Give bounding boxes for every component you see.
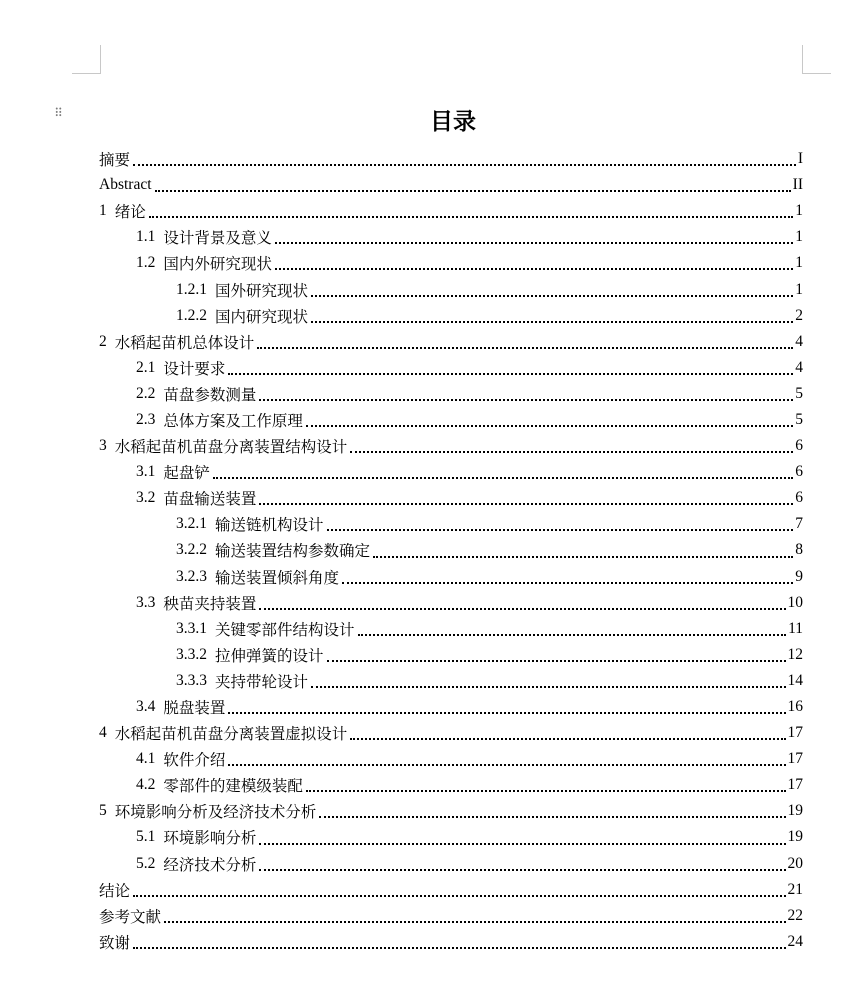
toc-entry[interactable] [99, 329, 803, 355]
toc-entry[interactable] [99, 642, 803, 668]
toc-entry-title: 苗盘参数测量 [163, 385, 257, 404]
toc-entry[interactable] [99, 798, 803, 824]
toc-entry-title: 环境影响分析 [163, 829, 257, 848]
toc-dot-leader [306, 425, 793, 427]
toc-entry-title: 摘要 [99, 151, 131, 170]
toc-dot-leader [275, 242, 793, 244]
toc-entry-number: 3.3 [136, 593, 156, 611]
toc-dot-leader [228, 712, 785, 714]
toc-entry-number: 3.3.2 [176, 645, 207, 663]
toc-dot-leader [350, 738, 785, 740]
toc-entry[interactable] [99, 772, 803, 798]
toc-entry-page: 17 [787, 724, 803, 742]
toc-dot-leader [342, 582, 793, 584]
toc-dot-leader [133, 895, 785, 897]
toc-dot-leader [327, 660, 786, 662]
toc-entry-title: 环境影响分析及经济技术分析 [114, 803, 317, 822]
toc-entry-page: 6 [795, 463, 803, 481]
toc-entry-page: I [797, 150, 803, 168]
toc-entry[interactable] [99, 303, 803, 329]
toc-dot-leader [373, 556, 793, 558]
toc-entry-number: 4 [99, 724, 107, 742]
toc-entry-number: 5 [99, 802, 107, 820]
toc-entry-number: 3.3.3 [176, 671, 207, 689]
toc-entry-number: 5.2 [136, 854, 156, 872]
toc-entry-number: 4.1 [136, 750, 156, 768]
toc-entry-title: 零部件的建模级装配 [163, 777, 303, 796]
toc-dot-leader [228, 373, 793, 375]
toc-dot-leader [164, 921, 785, 923]
toc-dot-leader [259, 843, 785, 845]
toc-entry-page: 9 [795, 567, 803, 585]
toc-entry-title: 国内外研究现状 [163, 255, 272, 274]
toc-entry-number: 2.2 [136, 384, 156, 402]
toc-entry-title: 输送装置结构参数确定 [215, 542, 371, 561]
toc-entry-title: 拉伸弹簧的设计 [215, 646, 324, 665]
toc-entry-title: 水稻起苗机苗盘分离装置结构设计 [114, 438, 348, 457]
toc-entry-title: 关键零部件结构设计 [215, 620, 355, 639]
toc-entry-page: 17 [787, 776, 803, 794]
toc-entry-page: 1 [795, 228, 803, 246]
toc-entry-page: 1 [795, 280, 803, 298]
toc-entry-page: 5 [795, 410, 803, 428]
toc-dot-leader [257, 347, 793, 349]
toc-entry[interactable] [99, 459, 803, 485]
toc-entry-number: 1.1 [136, 228, 156, 246]
toc-entry-number: 1.2.1 [176, 280, 207, 298]
toc-dot-leader [213, 477, 793, 479]
toc-entry-page: 16 [787, 698, 803, 716]
toc-entry-number: 3.3.1 [176, 619, 207, 637]
toc-dot-leader [319, 816, 785, 818]
toc-entry-page: 19 [787, 802, 803, 820]
toc-entry-page: 19 [787, 828, 803, 846]
page-corner-mark-top-right [802, 45, 831, 74]
toc-dot-leader [327, 529, 794, 531]
page-corner-mark-top-left [72, 45, 101, 74]
toc-entry-number: 2 [99, 332, 107, 350]
toc-entry-number: 3.1 [136, 463, 156, 481]
toc-entry-title: 秧苗夹持装置 [163, 594, 257, 613]
toc-entry[interactable] [99, 668, 803, 694]
toc-entry[interactable] [99, 407, 803, 433]
toc-entry[interactable] [99, 929, 803, 955]
toc-entry[interactable] [99, 564, 803, 590]
toc-dot-leader [259, 503, 793, 505]
toc-entry-number: 1 [99, 202, 107, 220]
toc-entry-title: 经济技术分析 [163, 855, 257, 874]
toc-entry-page: 14 [787, 671, 803, 689]
toc-dot-leader [311, 686, 785, 688]
toc-entry[interactable] [99, 746, 803, 772]
toc-entry[interactable] [99, 694, 803, 720]
toc-dot-leader [259, 399, 793, 401]
toc-dot-leader [311, 295, 793, 297]
toc-entry[interactable] [99, 877, 803, 903]
toc-entry-page: 5 [795, 384, 803, 402]
toc-entry[interactable] [99, 590, 803, 616]
toc-entry[interactable] [99, 276, 803, 302]
toc-entry-page: 1 [795, 202, 803, 220]
toc-entry-title: 水稻起苗机苗盘分离装置虚拟设计 [114, 725, 348, 744]
toc-entry-page: 21 [787, 880, 803, 898]
toc-dot-leader [306, 790, 786, 792]
toc-entry[interactable] [99, 433, 803, 459]
toc-entry-number: 3.2.1 [176, 515, 207, 533]
toc-entry-number: 2.3 [136, 410, 156, 428]
toc-entry-title: 国外研究现状 [215, 281, 309, 300]
drag-handle-icon[interactable]: ⠿ [54, 106, 64, 120]
toc-dot-leader [259, 869, 785, 871]
toc-entry[interactable] [99, 824, 803, 850]
toc-entry[interactable] [99, 511, 803, 537]
toc-entry[interactable] [99, 355, 803, 381]
toc-entry[interactable] [99, 224, 803, 250]
toc-entry[interactable] [99, 903, 803, 929]
toc-entry-number: 3.2.3 [176, 567, 207, 585]
toc-entry-page: 7 [795, 515, 803, 533]
toc-entry-page: 12 [787, 645, 803, 663]
toc-dot-leader [350, 451, 793, 453]
toc-entry-number: 3 [99, 437, 107, 455]
toc-entry[interactable] [99, 381, 803, 407]
page-title: 目录 [430, 108, 476, 135]
toc-entry-page: 6 [795, 437, 803, 455]
toc-entry-page: 2 [795, 306, 803, 324]
toc-entry-number: 5.1 [136, 828, 156, 846]
toc-dot-leader [259, 608, 785, 610]
toc-entry-title: 夹持带轮设计 [215, 672, 309, 691]
toc-entry-page: 8 [795, 541, 803, 559]
toc-entry-number: 1.2 [136, 254, 156, 272]
toc-entry-title: Abstract [99, 176, 152, 194]
toc-entry-page: 10 [787, 593, 803, 611]
toc-entry-title: 参考文献 [99, 907, 162, 926]
toc-entry[interactable] [99, 172, 803, 198]
toc-entry[interactable] [99, 537, 803, 563]
toc-entry-page: 4 [795, 358, 803, 376]
toc-entry-title: 输送装置倾斜角度 [215, 568, 340, 587]
toc-dot-leader [155, 190, 791, 192]
toc-entry-page: 24 [787, 932, 803, 950]
toc-entry-title: 总体方案及工作原理 [163, 411, 303, 430]
toc-entry-number: 1.2.2 [176, 306, 207, 324]
toc-entry-number: 3.2.2 [176, 541, 207, 559]
toc-dot-leader [133, 947, 785, 949]
toc-entry[interactable] [99, 720, 803, 746]
toc-dot-leader [133, 164, 796, 166]
toc-entry-title: 国内研究现状 [215, 307, 309, 326]
toc-entry-title: 输送链机构设计 [215, 516, 324, 535]
toc-entry[interactable] [99, 250, 803, 276]
toc-entry-page: II [792, 176, 803, 194]
table-of-contents [99, 146, 803, 955]
toc-entry-number: 4.2 [136, 776, 156, 794]
toc-entry-number: 2.1 [136, 358, 156, 376]
toc-entry-page: 11 [788, 619, 803, 637]
toc-entry-title: 设计要求 [163, 359, 226, 378]
toc-entry-page: 6 [795, 489, 803, 507]
toc-entry[interactable] [99, 146, 803, 172]
toc-dot-leader [275, 268, 793, 270]
toc-entry-page: 20 [787, 854, 803, 872]
toc-entry-title: 苗盘输送装置 [163, 490, 257, 509]
toc-entry-title: 致谢 [99, 933, 131, 952]
toc-entry-title: 脱盘装置 [163, 699, 226, 718]
toc-entry-title: 设计背景及意义 [163, 229, 272, 248]
toc-entry-title: 起盘铲 [163, 464, 210, 483]
toc-entry-title: 结论 [99, 881, 131, 900]
toc-entry-page: 17 [787, 750, 803, 768]
toc-dot-leader [149, 216, 793, 218]
toc-entry[interactable] [99, 616, 803, 642]
toc-dot-leader [311, 321, 793, 323]
toc-entry-title: 绪论 [114, 203, 146, 222]
toc-entry[interactable] [99, 198, 803, 224]
toc-entry-number: 3.2 [136, 489, 156, 507]
toc-entry-page: 4 [795, 332, 803, 350]
toc-entry-page: 1 [795, 254, 803, 272]
toc-entry-number: 3.4 [136, 698, 156, 716]
toc-dot-leader [228, 764, 785, 766]
toc-entry[interactable] [99, 851, 803, 877]
toc-entry[interactable] [99, 485, 803, 511]
toc-entry-title: 水稻起苗机总体设计 [114, 333, 255, 352]
toc-entry-page: 22 [787, 906, 803, 924]
toc-dot-leader [358, 634, 787, 636]
toc-entry-title: 软件介绍 [163, 751, 226, 770]
